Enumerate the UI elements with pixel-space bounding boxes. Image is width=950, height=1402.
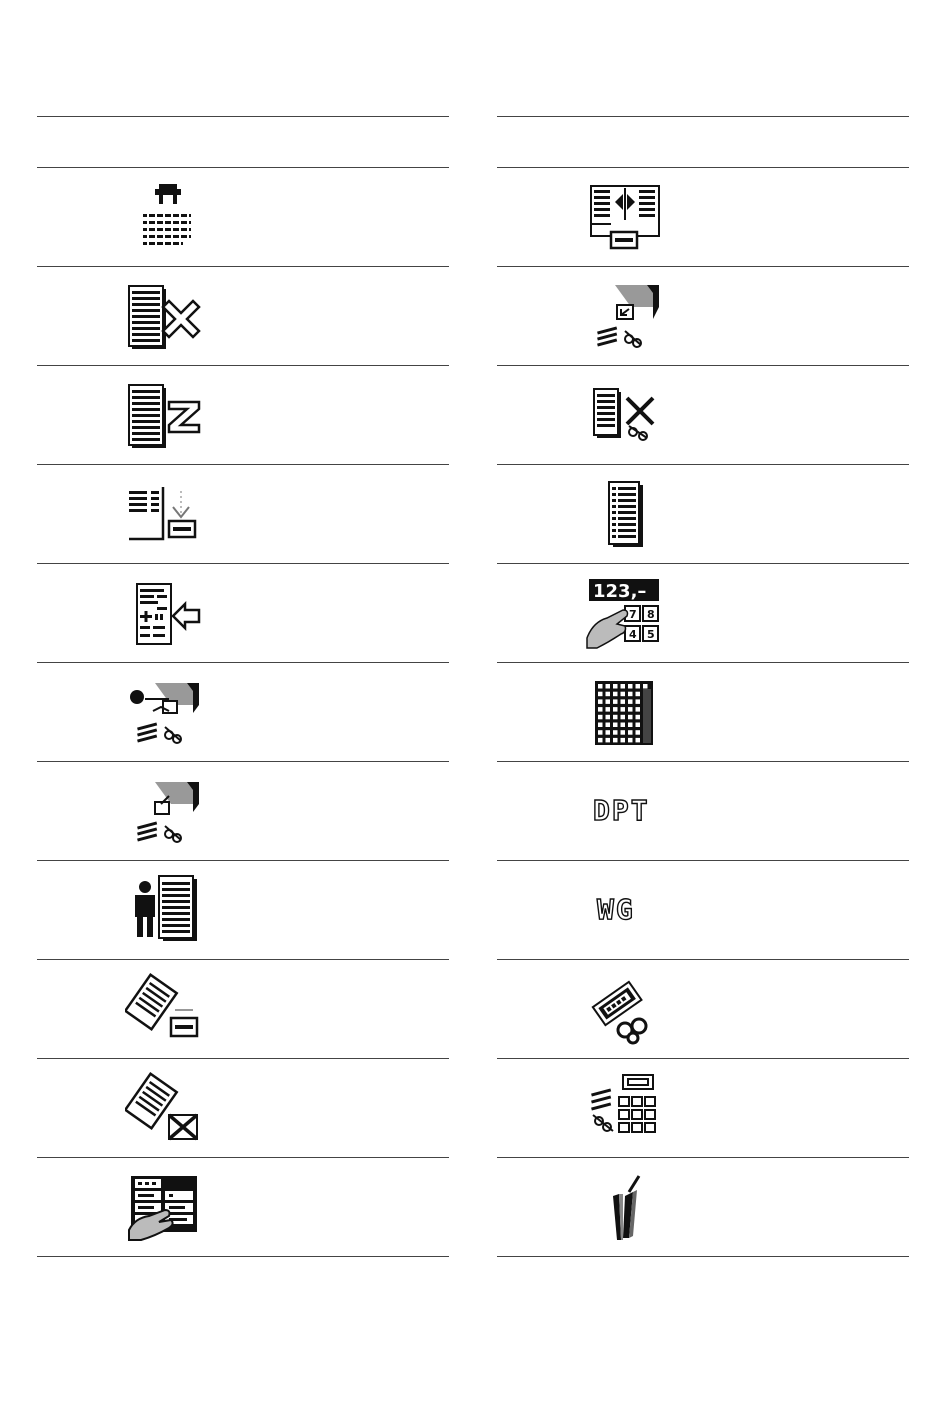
right-column xyxy=(497,116,909,1257)
table-row xyxy=(497,1058,909,1157)
grid-cell xyxy=(606,684,611,689)
grid-cell xyxy=(636,684,641,689)
grid-cell xyxy=(621,684,626,689)
grid-cell xyxy=(598,692,603,697)
grid-cell xyxy=(598,738,603,743)
grid-cell xyxy=(606,692,611,697)
table-row xyxy=(37,959,449,1058)
dpt-icon xyxy=(585,774,663,848)
grid-cell xyxy=(598,699,603,704)
grid-cell xyxy=(613,730,618,735)
table-row xyxy=(497,761,909,860)
table-row xyxy=(37,563,449,662)
ticket-eject-icon xyxy=(125,972,203,1046)
grid-cell xyxy=(598,707,603,712)
grid-cell xyxy=(621,715,626,720)
grid-cell xyxy=(628,699,633,704)
folder-import-icon xyxy=(585,279,663,353)
grid-cell xyxy=(606,699,611,704)
grid-cell xyxy=(606,723,611,728)
key-7: 7 xyxy=(629,608,637,621)
grid-cell xyxy=(636,692,641,697)
grid-cell xyxy=(628,723,633,728)
table-row xyxy=(497,1157,909,1257)
grid-cell xyxy=(628,738,633,743)
wg-icon xyxy=(585,873,663,947)
table-row xyxy=(497,860,909,959)
list-document-icon xyxy=(585,477,663,551)
table-row xyxy=(37,464,449,563)
grid-cell xyxy=(628,692,633,697)
grid-cell xyxy=(628,715,633,720)
amount-label: 123,– xyxy=(593,581,647,602)
document-delete-icon xyxy=(125,279,203,353)
amount-keypad-icon xyxy=(585,576,663,650)
grid-cell xyxy=(636,715,641,720)
grid-cell xyxy=(613,684,618,689)
network-folder-icon xyxy=(125,675,203,749)
table-row xyxy=(497,266,909,365)
left-column xyxy=(37,116,449,1257)
grid-cell xyxy=(613,692,618,697)
grid-cell xyxy=(598,723,603,728)
grid-cell xyxy=(598,684,603,689)
grid-cell xyxy=(621,738,626,743)
document-import-icon xyxy=(125,477,203,551)
table-row xyxy=(37,1157,449,1257)
table-row xyxy=(37,1058,449,1157)
grid-icon xyxy=(585,675,663,749)
grid-cell xyxy=(636,738,641,743)
key-5: 5 xyxy=(647,628,655,641)
grid-cell xyxy=(636,707,641,712)
binding-icon xyxy=(125,180,203,254)
person-document-icon xyxy=(125,873,203,947)
grid-cell xyxy=(613,723,618,728)
grid-cell xyxy=(621,730,626,735)
grid-cell xyxy=(636,699,641,704)
left-header-row xyxy=(37,116,449,167)
grid-cell xyxy=(606,738,611,743)
grid-cell xyxy=(621,723,626,728)
grid-cell xyxy=(613,715,618,720)
right-header-row xyxy=(497,116,909,167)
calculation-arrow-icon xyxy=(125,576,203,650)
table-row xyxy=(37,860,449,959)
grid-cell xyxy=(613,738,618,743)
document-sleep-icon xyxy=(125,378,203,452)
grid-cell xyxy=(598,730,603,735)
table-row xyxy=(497,167,909,266)
grid-cell xyxy=(628,730,633,735)
grid-cell xyxy=(598,715,603,720)
table-row xyxy=(497,662,909,761)
grid-cell xyxy=(628,684,633,689)
dpt-label: DPT xyxy=(593,794,650,827)
table-row xyxy=(37,167,449,266)
grid-cell xyxy=(613,707,618,712)
grid-cell xyxy=(636,723,641,728)
table-row xyxy=(37,662,449,761)
key-8: 8 xyxy=(647,608,655,621)
grid-cell xyxy=(621,707,626,712)
grid-cell xyxy=(621,699,626,704)
table-row xyxy=(37,761,449,860)
wg-label: WG xyxy=(597,893,635,926)
document-cut-icon xyxy=(585,378,663,452)
grid-cell xyxy=(628,707,633,712)
table-row xyxy=(497,959,909,1058)
folder-export-icon xyxy=(125,774,203,848)
grid-cell xyxy=(621,692,626,697)
table-row xyxy=(497,365,909,464)
table-row xyxy=(37,266,449,365)
table-row xyxy=(497,563,909,662)
grid-cell xyxy=(606,715,611,720)
table-row xyxy=(37,365,449,464)
cash-register-icon xyxy=(585,1071,663,1145)
keypad-hand-icon xyxy=(125,1170,203,1244)
document-split-icon xyxy=(585,180,663,254)
ticket-delete-icon xyxy=(125,1071,203,1145)
coupon-coins-icon xyxy=(585,972,663,1046)
grid-cell xyxy=(643,684,648,689)
grid-cell xyxy=(613,699,618,704)
grid-cell xyxy=(606,707,611,712)
grid-cell xyxy=(606,730,611,735)
key-4: 4 xyxy=(629,628,637,641)
table-row xyxy=(497,464,909,563)
grid-cell xyxy=(636,730,641,735)
pens-icon xyxy=(585,1170,663,1244)
